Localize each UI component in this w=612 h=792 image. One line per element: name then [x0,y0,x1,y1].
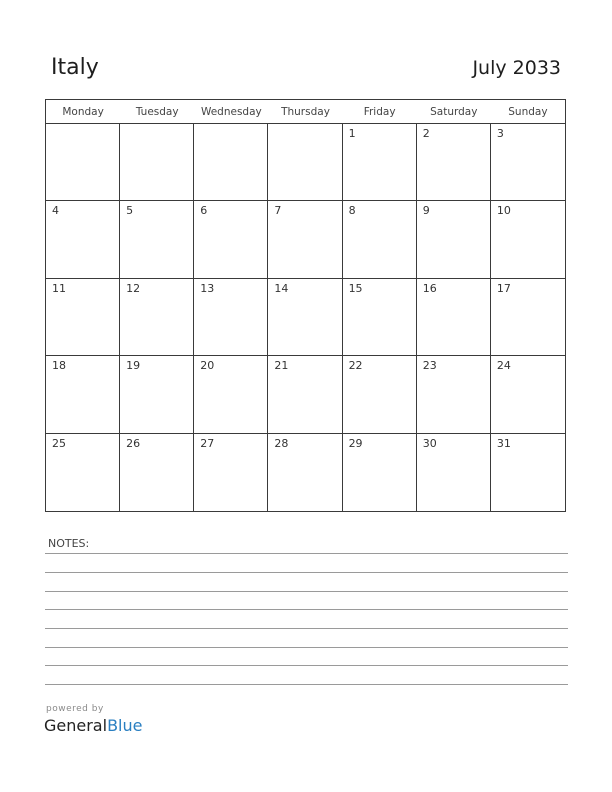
note-line [45,665,568,666]
note-line [45,572,568,573]
day-number: 3 [496,127,504,140]
note-line [45,609,568,610]
day-cell [417,279,491,356]
weekday-thursday: Thursday [281,106,330,118]
day-cell [268,279,342,356]
day-number: 15 [348,281,363,295]
weekday-monday: Monday [62,106,104,118]
day-cell [491,356,565,433]
powered-by-text: powered by [46,704,104,714]
note-line [45,684,568,685]
brand-blue: Blue [107,716,143,735]
day-cell [491,124,565,201]
day-number: 22 [348,359,363,373]
day-cell [194,434,268,511]
day-cell [268,124,342,201]
day-number: 4 [52,204,59,218]
day-cell [343,356,417,433]
day-cell [120,356,194,433]
day-number: 10 [496,204,511,218]
calendar-grid [45,99,566,512]
day-cell [417,356,491,433]
day-cell [46,124,120,201]
day-number: 9 [422,204,430,218]
day-number: 17 [496,281,511,295]
day-number: 20 [200,359,215,373]
day-cell [491,434,565,511]
weekday-header-row [46,100,565,124]
weekday-friday: Friday [363,106,396,118]
day-cell [491,279,565,356]
day-number: 12 [126,281,141,295]
day-number: 1 [348,127,356,140]
day-number: 29 [348,436,363,450]
day-cell [268,356,342,433]
day-cell [417,201,491,278]
day-number: 13 [200,281,215,295]
day-cell [46,201,120,278]
day-cell [491,201,565,278]
day-number: 30 [422,436,437,450]
day-cell [343,434,417,511]
day-cell [46,356,120,433]
day-number: 7 [274,204,282,218]
day-number: 18 [52,359,66,373]
day-cell [46,279,120,356]
day-cell [417,124,491,201]
day-number: 27 [200,436,215,450]
day-number: 28 [274,436,289,450]
day-cell [194,124,268,201]
day-number: 11 [52,281,66,295]
day-cell [120,201,194,278]
day-cell [194,356,268,433]
day-cell [120,279,194,356]
day-number: 14 [274,281,289,295]
day-cell [268,434,342,511]
weekday-tuesday: Tuesday [135,106,179,118]
day-number: 23 [422,359,437,373]
day-cells [46,124,565,511]
note-line [45,553,568,554]
day-cell [46,434,120,511]
day-cell [343,124,417,201]
note-line [45,591,568,592]
generalblue-logo [44,716,142,735]
day-number: 16 [422,281,437,295]
day-number: 5 [126,204,134,218]
day-number: 25 [52,436,66,450]
note-line [45,647,568,648]
day-number: 26 [126,436,141,450]
month-year-title: July 2033 [472,57,561,79]
note-line [45,628,568,629]
day-number: 2 [422,127,430,140]
weekday-sunday: Sunday [508,106,548,118]
day-cell [417,434,491,511]
day-cell [268,201,342,278]
day-number: 19 [126,359,141,373]
day-number: 24 [496,359,511,373]
country-title: Italy [51,55,99,80]
weekday-saturday: Saturday [430,106,478,118]
day-number: 6 [200,204,208,218]
day-number: 21 [274,359,289,373]
day-cell [120,434,194,511]
day-number: 31 [496,436,511,450]
brand-general: General [44,716,108,735]
day-cell [343,279,417,356]
day-cell [194,201,268,278]
day-number: 8 [348,204,356,218]
day-cell [194,279,268,356]
day-cell [343,201,417,278]
notes-label: NOTES: [48,537,90,550]
weekday-wednesday: Wednesday [200,106,262,118]
day-cell [120,124,194,201]
